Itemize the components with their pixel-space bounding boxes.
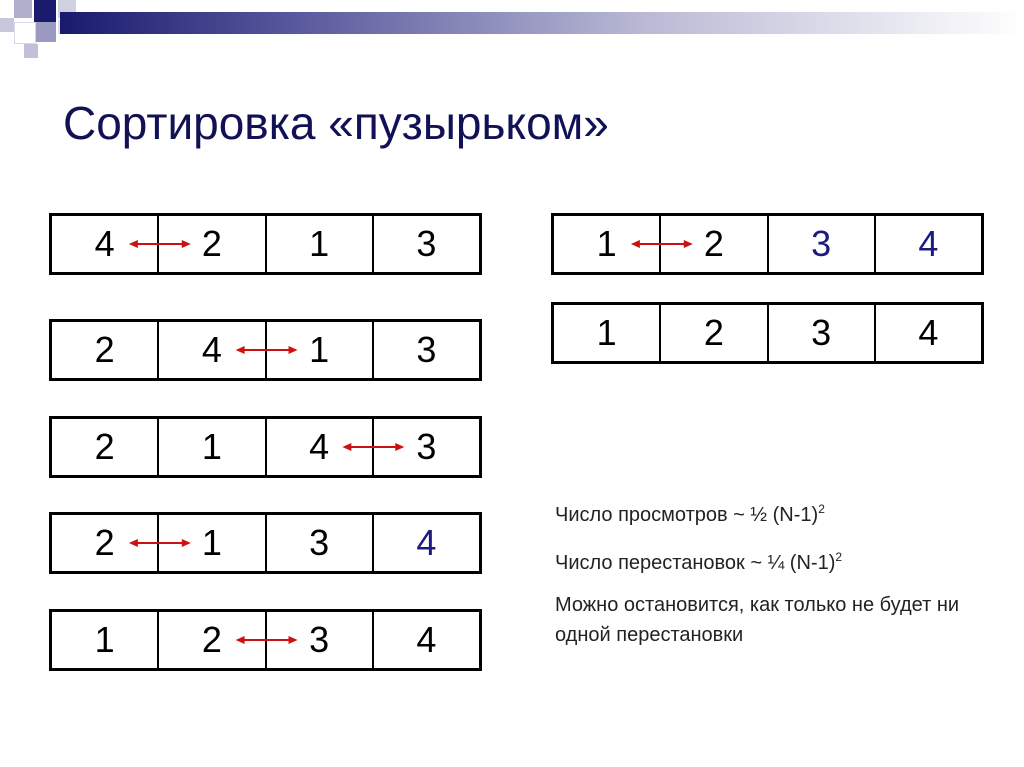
array-cell: 3 — [265, 612, 372, 668]
array-cell: 4 — [874, 216, 981, 272]
array-cell: 1 — [596, 312, 617, 353]
array-cell: 2 — [659, 305, 766, 361]
array-cell: 1 — [265, 322, 372, 378]
note-swaps: Число перестановок ~ ¼ $(N-1)^2$ — [555, 550, 843, 574]
array-row — [551, 302, 984, 364]
array-cell: 2 — [94, 329, 115, 370]
notes-block — [555, 494, 985, 662]
array-cell: 3 — [372, 322, 479, 378]
array-cell: 4 — [372, 515, 479, 571]
array-row — [551, 213, 984, 275]
array-cell: 4 — [874, 305, 981, 361]
array-cell: 3 — [767, 216, 874, 272]
array-cell: 3 — [265, 515, 372, 571]
note-stop: Можно остановится, как только не будет ни одной перестановки — [555, 594, 960, 646]
array-cell: 2 — [94, 426, 115, 467]
array-cell: 3 — [767, 305, 874, 361]
array-cell: 1 — [265, 216, 372, 272]
array-cell: 1 — [157, 419, 264, 475]
array-cell: 4 — [94, 223, 115, 264]
array-cell: 2 — [659, 216, 766, 272]
array-cell: 1 — [94, 619, 115, 660]
array-cell: 2 — [94, 522, 115, 563]
array-cell: 3 — [372, 419, 479, 475]
array-row — [49, 609, 482, 671]
array-row — [49, 416, 482, 478]
array-cell: 1 — [157, 515, 264, 571]
note-views: Число просмотров ~ ½ $(N-1)^2$ — [555, 502, 825, 526]
array-cell: 2 — [157, 216, 264, 272]
array-cell: 1 — [596, 223, 617, 264]
array-cell: 3 — [372, 216, 479, 272]
array-row — [49, 213, 482, 275]
array-cell: 4 — [157, 322, 264, 378]
array-row — [49, 319, 482, 381]
array-row — [49, 512, 482, 574]
array-cell: 4 — [265, 419, 372, 475]
slide-title: Сортировка «пузырьком» — [63, 97, 609, 149]
array-cell: 4 — [372, 612, 479, 668]
header-band — [60, 12, 1024, 34]
array-cell: 2 — [157, 612, 264, 668]
